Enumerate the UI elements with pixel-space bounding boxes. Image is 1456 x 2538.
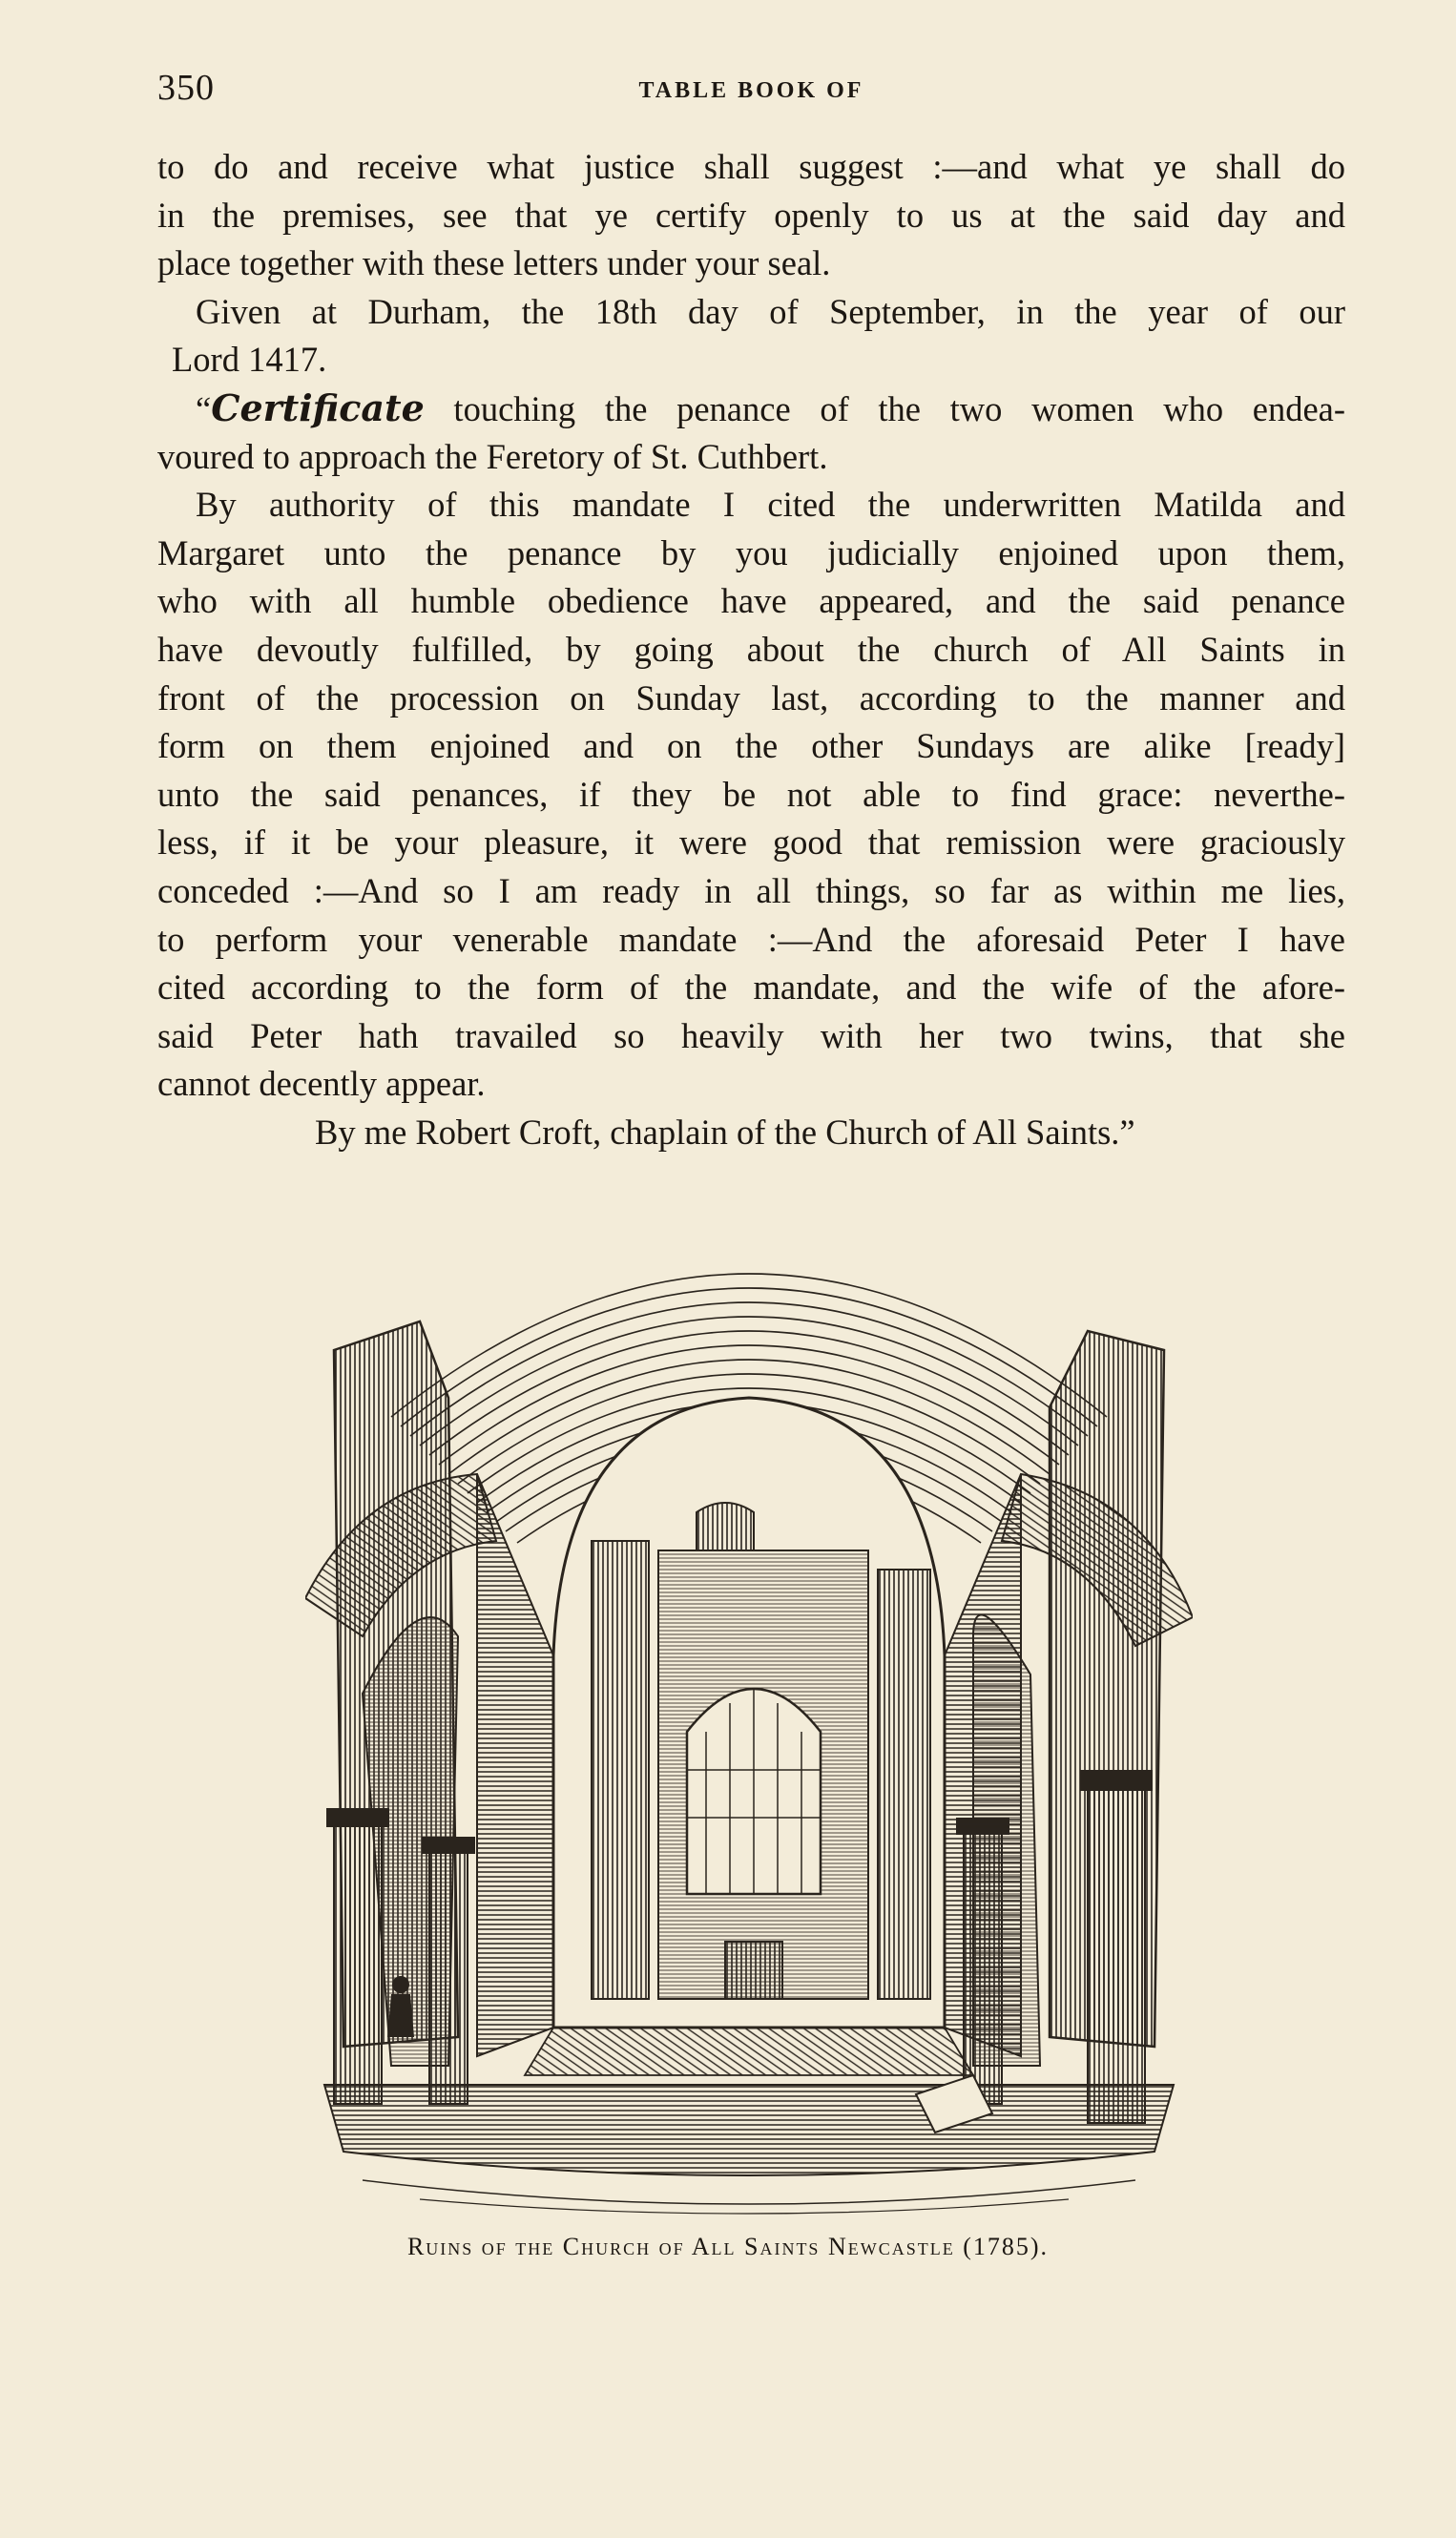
text-line: to perform your venerable mandate :—And the aforesaid Peter I have: [157, 919, 1345, 959]
text-line: voured to approach the Feretory of St. Cuthbert.: [157, 436, 828, 476]
text-line: who with all humble obedience have appeared, and the said penance: [157, 581, 1345, 621]
text-line: have devoutly fulfilled, by going about the church of All Saints in: [157, 629, 1345, 669]
text-line: conceded :—And so I am ready in all things, so far as within me lies,: [157, 870, 1345, 910]
text-line: Margaret unto the penance by you judicially enjoined upon them,: [157, 532, 1345, 572]
text-line: Given at Durham, the 18th day of September, in the year of our: [196, 291, 1345, 331]
certificate-heading-line: [157, 385, 1345, 433]
illustration-caption: Ruins of the Church of All Saints Newcastle (1785).: [406, 2233, 1050, 2260]
text-line: unto the said penances, if they be not able to find grace: neverthe-: [157, 774, 1345, 814]
running-title: TABLE BOOK OF: [638, 78, 864, 103]
signature-line: By me Robert Croft, chaplain of the Church of All Saints.”: [315, 1112, 1135, 1152]
text-line: form on them enjoined and on the other Sundays are alike [ready]: [157, 726, 1345, 766]
text-line: cited according to the form of the mandate, and the wife of the afore-: [157, 967, 1345, 1008]
text-line: said Peter hath travailed so heavily with her two twins, that she: [157, 1015, 1345, 1055]
open-quote: “: [196, 388, 212, 428]
text-line: less, if it be your pleasure, it were good that remission were graciously: [157, 822, 1345, 863]
body-text: [157, 143, 1345, 1156]
text-line: to do and receive what justice shall suggest :—and what ye shall do: [157, 147, 1345, 186]
certificate-blackletter-word: Certificate: [211, 385, 425, 429]
right-pillar-arches: [945, 1331, 1193, 2123]
distant-ruins: [592, 1503, 930, 1999]
page-header: [157, 67, 1345, 114]
text-line: front of the procession on Sunday last, according to the manner and: [157, 677, 1345, 718]
heading-line-rest: touching the penance of the two women who endea-: [424, 388, 1345, 428]
left-pillar-arches: [305, 1321, 553, 2104]
text-line: cannot decently appear.: [157, 1064, 486, 1104]
text-line: Lord 1417.: [172, 340, 327, 380]
church-ruins-engraving: [305, 1236, 1193, 2228]
text-line: By authority of this mandate I cited the underwritten Matilda and: [196, 485, 1345, 525]
text-line: place together with these letters under your seal.: [157, 243, 831, 283]
text-line: in the premises, see that ye certify openly to us at the said day and: [157, 195, 1345, 235]
page-number: 350: [157, 68, 215, 108]
